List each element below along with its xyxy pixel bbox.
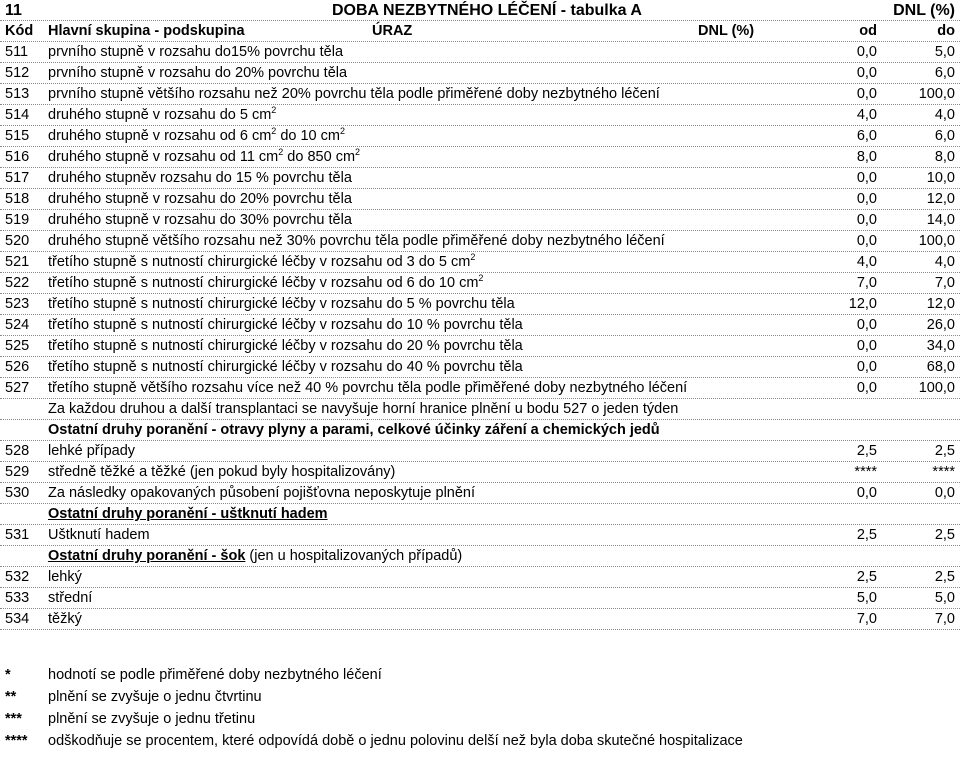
row-dnl-to: 12,0 [926, 191, 955, 207]
row-description [48, 231, 665, 252]
table-row [0, 189, 960, 210]
row-dnl-from: 12,0 [848, 296, 877, 312]
table-row [0, 126, 960, 147]
row-dnl-to: 10,0 [926, 170, 955, 186]
row-dnl-to: 7,0 [934, 275, 955, 291]
row-dnl-to: 2,5 [934, 569, 955, 585]
row-code: 534 [5, 611, 30, 627]
row-description-text: prvního stupně v rozsahu do15% povrchu těla [48, 44, 344, 60]
table-row [0, 441, 960, 462]
table-row [0, 588, 960, 609]
row-dnl-from: 7,0 [856, 611, 877, 627]
row-dnl-from: 0,0 [856, 191, 877, 207]
footnote [0, 664, 960, 686]
row-description [48, 483, 475, 504]
row-code: 528 [5, 443, 30, 459]
row-description-text: druhého stupně v rozsahu do 5 cm [48, 107, 272, 123]
row-dnl-from: 0,0 [856, 86, 877, 102]
row-description-text: střední [48, 590, 93, 606]
footnote-text: plnění se zvyšuje o jednu čtvrtinu [48, 689, 262, 705]
row-dnl-to: 5,0 [934, 44, 955, 60]
row-dnl-from: 0,0 [856, 317, 877, 333]
row-dnl-from: 5,0 [856, 590, 877, 606]
section-row-other [0, 420, 960, 441]
row-description-text: druhého stupně v rozsahu do 30% povrchu těla [48, 212, 352, 228]
table-row [0, 210, 960, 231]
row-dnl-from: 0,0 [856, 44, 877, 60]
table-row [0, 315, 960, 336]
row-dnl-from: 0,0 [856, 170, 877, 186]
row-code: 515 [5, 128, 30, 144]
row-description-text-2: do 850 cm [283, 149, 356, 165]
row-dnl-from: 0,0 [856, 359, 877, 375]
table-row [0, 147, 960, 168]
row-code: 532 [5, 569, 30, 585]
row-description-text: lehký [48, 569, 82, 585]
snake-rows [0, 525, 960, 546]
table-row [0, 273, 960, 294]
footnote-text: odškodňuje se procentem, které odpovídá době o jednu polovinu delší než byla doba skutečné hospitalizace [48, 733, 743, 749]
section-title-shock: Ostatní druhy poranění - šok [48, 548, 246, 564]
row-description-text: třetího stupně s nutností chirurgické léčby v rozsahu do 40 % povrchu těla [48, 359, 523, 375]
table-row [0, 483, 960, 504]
row-dnl-from: 4,0 [856, 107, 877, 123]
row-dnl-to: 4,0 [934, 107, 955, 123]
col-group: Hlavní skupina - podskupina [48, 23, 245, 39]
section-title-shock-suffix: (jen u hospitalizovaných případů) [245, 548, 463, 564]
row-description [48, 105, 276, 126]
table-row [0, 84, 960, 105]
row-dnl-to: **** [932, 464, 955, 480]
row-code: 529 [5, 464, 30, 480]
row-description-text: třetího stupně s nutností chirurgické léčby v rozsahu do 5 % povrchu těla [48, 296, 515, 312]
col-from: od [859, 23, 877, 39]
row-description-text: třetího stupně s nutností chirurgické léčby v rozsahu do 20 % povrchu těla [48, 338, 523, 354]
row-description [48, 567, 82, 588]
row-description [48, 357, 523, 378]
row-description-text: prvního stupně většího rozsahu než 20% povrchu těla podle přiměřené doby nezbytného léčení [48, 86, 660, 102]
row-description-text: těžký [48, 611, 82, 627]
footnote-symbol: *** [5, 711, 22, 727]
table-row [0, 252, 960, 273]
row-description [48, 126, 345, 147]
table-row [0, 525, 960, 546]
row-description [48, 168, 352, 189]
row-code: 531 [5, 527, 30, 543]
row-code: 526 [5, 359, 30, 375]
row-code: 530 [5, 485, 30, 501]
row-description [48, 609, 82, 630]
row-dnl-to: 8,0 [934, 149, 955, 165]
row-dnl-from: 0,0 [856, 65, 877, 81]
table-unit: DNL (%) [893, 2, 955, 19]
row-description-text: prvního stupně v rozsahu do 20% povrchu těla [48, 65, 348, 81]
row-description-text: třetího stupně většího rozsahu více než 40 % povrchu těla podle přiměřené doby nezbytného léčení [48, 380, 688, 396]
row-description [48, 378, 687, 399]
row-code: 513 [5, 86, 30, 102]
row-description-text: třetího stupně s nutností chirurgické léčby v rozsahu od 3 do 5 cm [48, 254, 471, 270]
table-row [0, 336, 960, 357]
row-dnl-to: 12,0 [926, 296, 955, 312]
other-rows [0, 441, 960, 504]
footnote-symbol: ** [5, 689, 17, 705]
row-code: 516 [5, 149, 30, 165]
row-dnl-from: 0,0 [856, 338, 877, 354]
row-code: 522 [5, 275, 30, 291]
table-number: 11 [5, 2, 22, 19]
row-code: 512 [5, 65, 30, 81]
col-code: Kód [5, 23, 34, 39]
row-dnl-to: 100,0 [918, 380, 955, 396]
footnote-symbol: * [5, 667, 11, 683]
footnote [0, 686, 960, 708]
table-row [0, 462, 960, 483]
table-row [0, 378, 960, 399]
row-dnl-to: 4,0 [934, 254, 955, 270]
row-dnl-to: 7,0 [934, 611, 955, 627]
row-description [48, 462, 395, 483]
row-description [48, 588, 92, 609]
row-dnl-to: 0,0 [934, 485, 955, 501]
row-description-text: Uštknutí hadem [48, 527, 150, 543]
row-dnl-to: 68,0 [926, 359, 955, 375]
footnote-text: hodnotí se podle přiměřené doby nezbytného léčení [48, 667, 382, 683]
row-dnl-to: 5,0 [934, 590, 955, 606]
row-description [48, 252, 475, 273]
row-dnl-to: 2,5 [934, 527, 955, 543]
footnote [0, 708, 960, 730]
footnote [0, 730, 960, 752]
row-description [48, 315, 523, 336]
row-dnl-to: 100,0 [918, 233, 955, 249]
section-title-shock-wrap [48, 546, 462, 567]
transplant-note: Za každou druhou a další transplantaci se navyšuje horní hranice plnění u bodu 527 o jeden týden [48, 401, 679, 417]
row-dnl-to: 100,0 [918, 86, 955, 102]
row-description-text: třetího stupně s nutností chirurgické léčby v rozsahu do 10 % povrchu těla [48, 317, 523, 333]
shock-rows [0, 567, 960, 630]
row-description-text: Za následky opakovaných působení pojišťovna neposkytuje plnění [48, 485, 476, 501]
row-description-text: druhého stupně v rozsahu do 20% povrchu těla [48, 191, 352, 207]
row-description-text: lehké případy [48, 443, 136, 459]
table-title: DOBA NEZBYTNÉHO LÉČENÍ - tabulka A [332, 2, 642, 19]
row-dnl-to: 14,0 [926, 212, 955, 228]
row-description [48, 210, 352, 231]
row-description-text-2: do 10 cm [276, 128, 340, 144]
table-row [0, 42, 960, 63]
section-row-shock [0, 546, 960, 567]
footnote-text: plnění se zvyšuje o jednu třetinu [48, 711, 256, 727]
superscript: 2 [355, 147, 361, 157]
row-description-text: druhého stupně v rozsahu od 6 cm [48, 128, 272, 144]
section-row-snake [0, 504, 960, 525]
row-code: 518 [5, 191, 30, 207]
row-description [48, 441, 135, 462]
row-description [48, 42, 343, 63]
row-description [48, 147, 360, 168]
table-row [0, 105, 960, 126]
row-code: 517 [5, 170, 30, 186]
row-code: 525 [5, 338, 30, 354]
superscript: 2 [271, 105, 277, 115]
row-dnl-to: 6,0 [934, 128, 955, 144]
row-dnl-to: 34,0 [926, 338, 955, 354]
transplant-note-row [0, 399, 960, 420]
table-row [0, 63, 960, 84]
superscript: 2 [470, 252, 476, 262]
column-header-row [0, 21, 960, 42]
row-description [48, 189, 352, 210]
table-row [0, 357, 960, 378]
row-dnl-from: 8,0 [856, 149, 877, 165]
row-dnl-from: 6,0 [856, 128, 877, 144]
row-dnl-from: 2,5 [856, 569, 877, 585]
row-code: 520 [5, 233, 30, 249]
row-code: 521 [5, 254, 30, 270]
row-code: 519 [5, 212, 30, 228]
burn-rows [0, 42, 960, 399]
section-title-snake: Ostatní druhy poranění - uštknutí hadem [48, 506, 328, 522]
row-dnl-from: 0,0 [856, 233, 877, 249]
table-row [0, 609, 960, 630]
row-dnl-from: 0,0 [856, 485, 877, 501]
row-code: 511 [5, 44, 29, 60]
superscript: 2 [271, 126, 277, 136]
row-description [48, 84, 660, 105]
row-dnl-to: 26,0 [926, 317, 955, 333]
superscript: 2 [339, 126, 345, 136]
row-description [48, 336, 523, 357]
row-dnl-from: 4,0 [856, 254, 877, 270]
row-dnl-from: 2,5 [856, 527, 877, 543]
row-code: 533 [5, 590, 30, 606]
table-row [0, 294, 960, 315]
row-dnl-from: 7,0 [856, 275, 877, 291]
col-to: do [937, 23, 955, 39]
row-description-text: druhého stupně v rozsahu od 11 cm [48, 149, 279, 165]
table-row [0, 168, 960, 189]
col-dnl: DNL (%) [698, 23, 755, 39]
row-description-text: druhého stupně většího rozsahu než 30% povrchu těla podle přiměřené doby nezbytného léčení [48, 233, 665, 249]
row-dnl-from: 0,0 [856, 212, 877, 228]
row-code: 524 [5, 317, 30, 333]
col-injury: ÚRAZ [372, 23, 413, 39]
row-dnl-to: 2,5 [934, 443, 955, 459]
row-dnl-to: 6,0 [934, 65, 955, 81]
table-row [0, 567, 960, 588]
footnotes [0, 664, 960, 752]
row-description-text: středně těžké a těžké (jen pokud byly hospitalizovány) [48, 464, 396, 480]
table-row [0, 231, 960, 252]
row-dnl-from: **** [854, 464, 877, 480]
footnote-symbol: **** [5, 733, 28, 749]
row-dnl-from: 2,5 [856, 443, 877, 459]
row-description [48, 525, 150, 546]
row-description-text: druhého stupněv rozsahu do 15 % povrchu těla [48, 170, 352, 186]
row-code: 514 [5, 107, 30, 123]
row-description [48, 294, 515, 315]
section-title-other: Ostatní druhy poranění - otravy plyny a parami, celkové účinky záření a chemických jedů [48, 422, 660, 438]
superscript: 2 [478, 273, 484, 283]
row-description-text: třetího stupně s nutností chirurgické léčby v rozsahu od 6 do 10 cm [48, 275, 479, 291]
row-description [48, 63, 347, 84]
row-dnl-from: 0,0 [856, 380, 877, 396]
row-code: 523 [5, 296, 30, 312]
spacer [0, 630, 960, 664]
row-description [48, 273, 483, 294]
row-code: 527 [5, 380, 30, 396]
title-row [0, 0, 960, 21]
superscript: 2 [278, 147, 284, 157]
